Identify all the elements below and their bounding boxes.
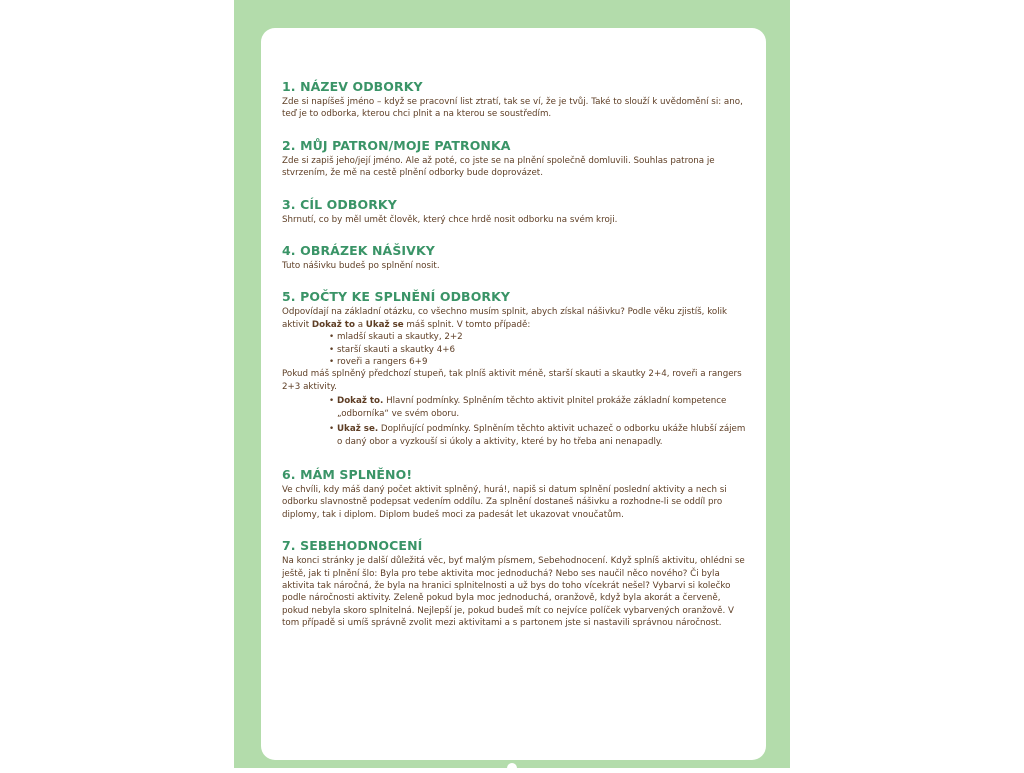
section-heading: 2. MŮJ PATRON/MOJE PATRONKA	[282, 137, 511, 153]
section-text: Ve chvíli, kdy máš daný počet aktivit splněný, hurá!, napiš si datum splnění poslední aktivity a nech si odborku slavnostně podepsat vedením oddílu. Za splnění dostaneš nášivku a rozhodne-li se oddíl pro diplomy, tak i diplom. Diplom budeš moci za padesát let ukazovat vnoučatům.	[282, 484, 727, 520]
definition-list	[282, 395, 746, 448]
section-goal	[282, 197, 746, 226]
section-heading: 4. OBRÁZEK NÁŠIVKY	[282, 243, 435, 259]
section-patron	[282, 138, 746, 180]
section-text: Zde si zapiš jeho/její jméno. Ale až poté, co jste se na plnění společně domluvili. Souhlas patrona je stvrzením, že mě na cestě plnění odborky bude doprovázet.	[282, 155, 715, 179]
list-item	[337, 395, 746, 420]
section-text: Shrnutí, co by měl umět člověk, který chce hrdě nosit odborku na svém kroji.	[282, 214, 618, 225]
section-heading: 6. MÁM SPLNĚNO!	[282, 466, 413, 482]
term-description: Doplňující podmínky. Splněním těchto aktivit uchazeč o odborku ukáže hlubší zájem o daný obor a vyzkouší si úkoly a aktivity, které by ho třeba ani nenapadly.	[337, 424, 746, 447]
intro-text: máš splnit. V tomto případě:	[403, 319, 531, 330]
term: Ukaž se.	[337, 424, 379, 435]
intro-text: Odpovídají na základní otázku, co všechno musím splnit, abych získal nášivku? Podle věku zjistíš, kolik aktivit	[282, 307, 728, 330]
page-indicator-dot	[507, 763, 517, 773]
section-heading: 1. NÁZEV ODBORKY	[282, 79, 423, 94]
section-heading: 5. POČTY KE SPLNĚNÍ ODBORKY	[282, 289, 511, 305]
intro-bold-show: Ukaž se	[365, 319, 404, 330]
section-text: Na konci stránky je další důležitá věc, byť malým písmem, Sebehodnocení. Když splníš aktivitu, ohlédni se ještě, jak ti plnění šlo: Byla pro tebe aktivita moc jednoduchá? Nebo ses naučil něco nového? Či byla aktivita tak náročná, že byla na hranici splnitelnosti a už bys do toho vícekrát nešel? Vybarvi si kolečko podle náročnosti aktivity. Zeleně pokud byla moc jednoduchá, oranžově, když byla akorát a červeně, pokud nebyla skoro splnitelná. Nejlepší je, pokud budeš mít co nejvíce políček vybarvených oranžově. V tom případě si umíš správně zvolit mezi aktivitami a s partonem jste si nastavili správnou náročnost.	[282, 556, 745, 629]
section-heading: 7. SEBEHODNOCENÍ	[282, 538, 423, 554]
list-item	[337, 423, 746, 448]
term: Dokaž to.	[337, 396, 384, 407]
intro-text: a	[354, 319, 366, 330]
age-list	[282, 331, 746, 368]
section-name	[282, 79, 746, 121]
list-item: • roveři a rangers 6+9	[337, 356, 746, 368]
section-done	[282, 467, 746, 521]
list-item: • starší skauti a skautky 4+6	[337, 344, 746, 356]
section-heading: 3. CÍL ODBORKY	[282, 196, 397, 212]
instructions-content	[282, 79, 746, 630]
section-counts	[282, 289, 746, 447]
term-description: Hlavní podmínky. Splněním těchto aktivit plnitel prokáže základní kompetence „odborníka“ ve svém oboru.	[337, 396, 727, 419]
section-badge-image	[282, 243, 746, 272]
section-intro	[282, 306, 746, 331]
section-self-assessment	[282, 538, 746, 629]
intro-bold-prove: Dokaž to	[311, 319, 355, 330]
section-text: Pokud máš splněný předchozí stupeň, tak plníš aktivit méně, starší skauti a skautky 2+4, roveři a rangers 2+3 aktivity.	[282, 369, 742, 392]
section-text: Tuto nášivku budeš po splnění nosit.	[282, 261, 440, 272]
list-item: • mladší skauti a skautky, 2+2	[337, 331, 746, 343]
section-text: Zde si napíšeš jméno – když se pracovní list ztratí, tak se ví, že je tvůj. Také to slouží k uvědomění si: ano, teď je to odborka, kterou chci plnit a na kterou se soustředím.	[282, 97, 743, 120]
